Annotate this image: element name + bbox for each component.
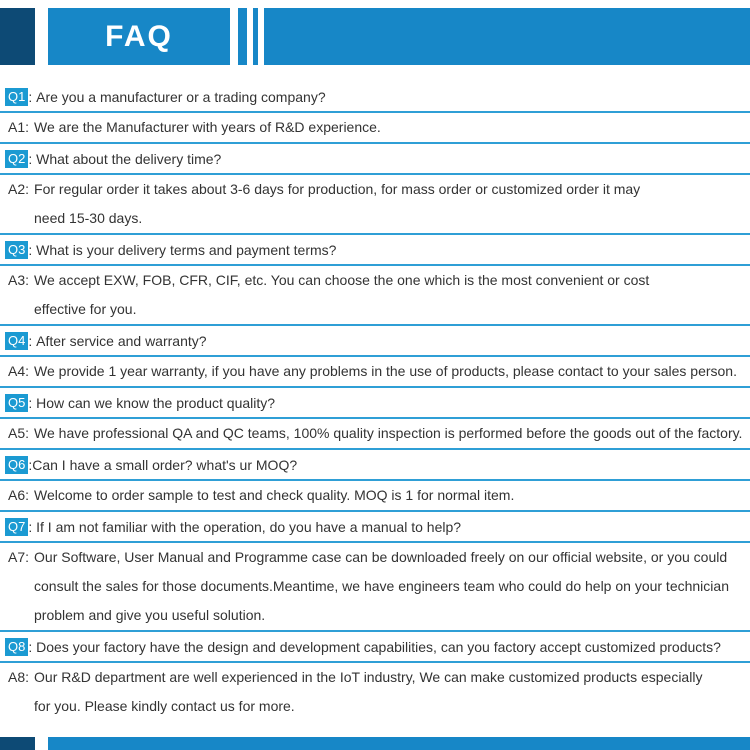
faq-question-row [0,82,750,111]
faq-question-row [0,450,750,479]
faq-question-row [0,388,750,417]
question-text: Can I have a small order? what's ur MOQ? [32,456,298,473]
answer-line: We have professional QA and QC teams, 100% quality inspection is performed before the goods out of the factory. [34,425,743,441]
answer-label: A1: [8,119,30,135]
answer-line: need 15-30 days. [34,210,143,226]
answer-line: Our Software, User Manual and Programme case can be downloaded freely on our official website, or you could [34,549,728,565]
question-text: After service and warranty? [36,332,207,349]
section-title: FAQ [48,8,230,65]
faq-question-row [0,512,750,541]
faq-question-row [0,235,750,264]
answer-line: Welcome to order sample to test and check quality. MOQ is 1 for normal item. [34,487,515,503]
answer-label: A6: [8,487,30,503]
question-text: What is your delivery terms and payment terms? [36,241,337,258]
answer-text [34,663,750,721]
question-number-badge: Q2 [5,150,28,168]
question-text: Are you a manufacturer or a trading company? [36,88,326,105]
faq-answer-row [0,357,750,386]
question-number-badge: Q4 [5,332,28,350]
footer-dark-block [0,737,35,750]
answer-line: effective for you. [34,301,137,317]
question-colon: : [28,332,37,349]
faq-answer-row [0,543,750,630]
header-main-bar [264,8,750,65]
answer-text [34,113,750,142]
question-colon: : [28,456,33,473]
answer-line: for you. Please kindly contact us for more. [34,698,295,714]
faq-answer-row [0,481,750,510]
answer-text [34,175,750,233]
faq-answer-row [0,175,750,233]
question-colon: : [28,638,37,655]
footer-main-bar [48,737,750,750]
answer-label: A8: [8,669,30,685]
section-header-banner [0,8,750,65]
answer-line: Our R&D department are well experienced in the IoT industry, We can make customized products especially [34,669,703,685]
question-number-badge: Q5 [5,394,28,412]
answer-label: A5: [8,425,30,441]
question-colon: : [28,241,37,258]
question-colon: : [28,88,37,105]
question-number-badge: Q7 [5,518,28,536]
answer-line: We accept EXW, FOB, CFR, CIF, etc. You can choose the one which is the most convenient or cost [34,272,650,288]
footer-gap [35,737,48,750]
question-text: What about the delivery time? [36,150,222,167]
header-accent-bar [238,8,247,65]
question-text: Does your factory have the design and development capabilities, can you factory accept customized products? [36,638,721,655]
question-number-badge: Q8 [5,638,28,656]
answer-label: A7: [8,549,30,565]
answer-line: We are the Manufacturer with years of R&D experience. [34,119,381,135]
faq-question-row [0,326,750,355]
question-number-badge: Q3 [5,241,28,259]
next-section-banner-partial [0,737,750,750]
question-colon: : [28,394,37,411]
question-colon: : [28,150,37,167]
question-text: If I am not familiar with the operation, do you have a manual to help? [36,518,462,535]
question-text: How can we know the product quality? [36,394,276,411]
header-accent-bar [253,8,258,65]
header-gap [230,8,238,65]
question-colon: : [28,518,37,535]
answer-text [34,419,750,448]
faq-list [0,82,750,721]
answer-line: problem and give you useful solution. [34,607,266,623]
question-number-badge: Q6 [5,456,28,474]
answer-label: A2: [8,181,30,197]
faq-answer-row [0,419,750,448]
header-dark-block [0,8,35,65]
answer-label: A4: [8,363,30,379]
answer-line: For regular order it takes about 3-6 days for production, for mass order or customized order it may [34,181,641,197]
answer-text [34,481,750,510]
answer-line: We provide 1 year warranty, if you have any problems in the use of products, please contact to your sales person. [34,363,737,379]
answer-text [34,266,750,324]
faq-answer-row [0,266,750,324]
answer-line: consult the sales for those documents.Meantime, we have engineers team who could do help on your technician [34,578,729,594]
question-number-badge: Q1 [5,88,28,106]
answer-text [34,357,750,386]
faq-answer-row [0,113,750,142]
faq-question-row [0,632,750,661]
faq-question-row [0,144,750,173]
faq-answer-row [0,663,750,721]
header-gap [35,8,48,65]
answer-label: A3: [8,272,30,288]
answer-text [34,543,750,630]
